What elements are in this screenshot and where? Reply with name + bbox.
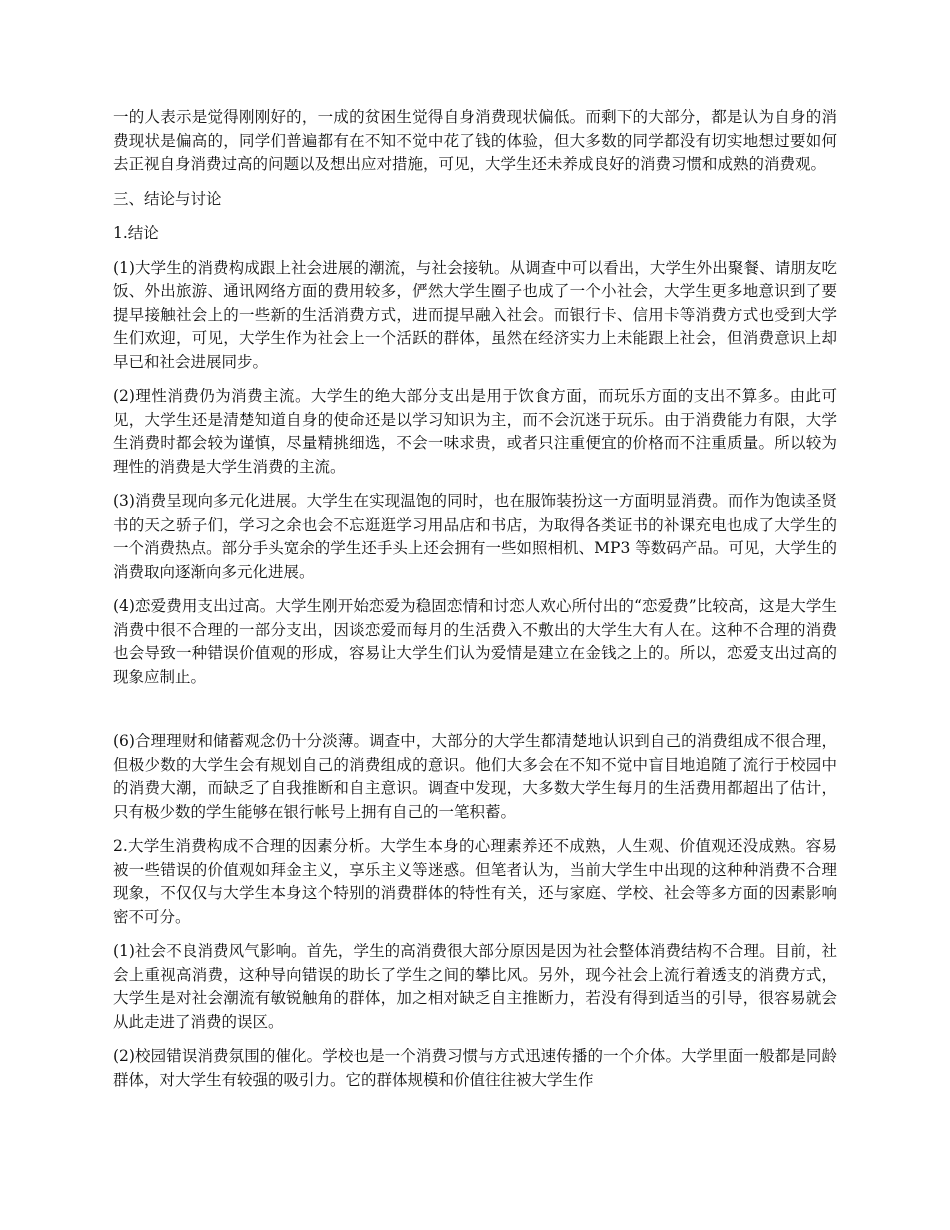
paragraph-conclusion-1: (1)大学生的消费构成跟上社会进展的潮流，与社会接轨。从调查中可以看出，大学生外出聚餐、请朋友吃饭、外出旅游、通讯网络方面的费用较多，俨然大学生圈子也成了一个小社会，大学生更多地意识到了要提早接触社会上的一些新的生活消费方式，进而提早融入社会。而银行卡、信用卡等消费方式也受到大学生们欢迎，可见，大学生作为社会上一个活跃的群体，虽然在经济实力上未能跟上社会，但消费意识上却早已和社会进展同步。 [113,258,837,371]
paragraph-conclusion-3: (3)消费呈现向多元化进展。大学生在实现温饱的同时，也在服饰装扮这一方面明显消费。而作为饱读圣贤书的天之骄子们，学习之余也会不忘逛逛学习用品店和书店，为取得各类证书的补课充电也成了大学生的一个消费热点。部分手头宽余的学生还手头上还会拥有一些如照相机、MP3 等数码产品。可见，大学生的消费取向逐渐向多元化进展。 [113,492,837,581]
paragraph-conclusion-4: (4)恋爱费用支出过高。大学生刚开始恋爱为稳固恋情和讨恋人欢心所付出的“恋爱费”比较高，这是大学生消费中很不合理的一部分支出，因谈恋爱而每月的生活费入不敷出的大学生大有人在。这种不合理的消费也会导致一种错误价值观的形成，容易让大学生们认为爱情是建立在金钱之上的。所以，恋爱支出过高的现象应制止。 [113,597,837,686]
paragraph-conclusion-2: (2)理性消费仍为消费主流。大学生的绝大部分支出是用于饮食方面，而玩乐方面的支出不算多。由此可见，大学生还是清楚知道自身的使命还是以学习知识为主，而不会沉迷于玩乐。由于消费能力有限，大学生消费时都会较为谨慎，尽量精挑细选，不会一味求贵，或者只注重便宜的价格而不注重质量。所以较为理性的消费是大学生消费的主流。 [113,387,837,476]
subheading-conclusion: 1.结论 [113,224,159,242]
paragraph-factor-2: (2)校园错误消费氛围的催化。学校也是一个消费习惯与方式迅速传播的一个介体。大学里面一般都是同龄群体，对大学生有较强的吸引力。它的群体规模和价值往往被大学生作 [113,1047,837,1089]
document-page [113,106,837,1103]
blank-gap [113,700,837,730]
paragraph-factor-1: (1)社会不良消费风气影响。首先，学生的高消费很大部分原因是因为社会整体消费结构不合理。目前，社会上重视高消费，这种导向错误的助长了学生之间的攀比风。另外，现今社会上流行着透支的消费方式，大学生是对社会潮流有敏锐触角的群体，加之相对缺乏自主推断力，若没有得到适当的引导，很容易就会从此走进了消费的误区。 [113,942,837,1031]
paragraph-conclusion-6: (6)合理理财和储蓄观念仍十分淡薄。调查中，大部分的大学生都清楚地认识到自己的消费组成不很合理，但极少数的大学生会有规划自己的消费组成的意识。他们大多会在不知不觉中盲目地追随了流行于校园中的消费大潮，而缺乏了自我推断和自主意识。调查中发现，大多数大学生每月的生活费用都超出了估计，只有极少数的学生能够在银行帐号上拥有自己的一笔积蓄。 [113,732,837,821]
paragraph-factor-analysis: 2.大学生消费构成不合理的因素分析。大学生本身的心理素养还不成熟，人生观、价值观还没成熟。容易被一些错误的价值观如拜金主义，享乐主义等迷惑。但笔者认为，当前大学生中出现的这种种消费不合理现象，不仅仅与大学生本身这个特别的消费群体的特性有关，还与家庭、学校、社会等多方面的因素影响密不可分。 [113,837,837,926]
paragraph-consumption-status: 一的人表示是觉得刚刚好的，一成的贫困生觉得自身消费现状偏低。而剩下的大部分，都是认为自身的消费现状是偏高的，同学们普遍都有在不知不觉中花了钱的体验，但大多数的同学都没有切实地想过要如何去正视自身消费过高的问题以及想出应对措施，可见，大学生还未养成良好的消费习惯和成熟的消费观。 [113,108,837,173]
section-heading-conclusion-discussion: 三、结论与讨论 [113,189,222,208]
